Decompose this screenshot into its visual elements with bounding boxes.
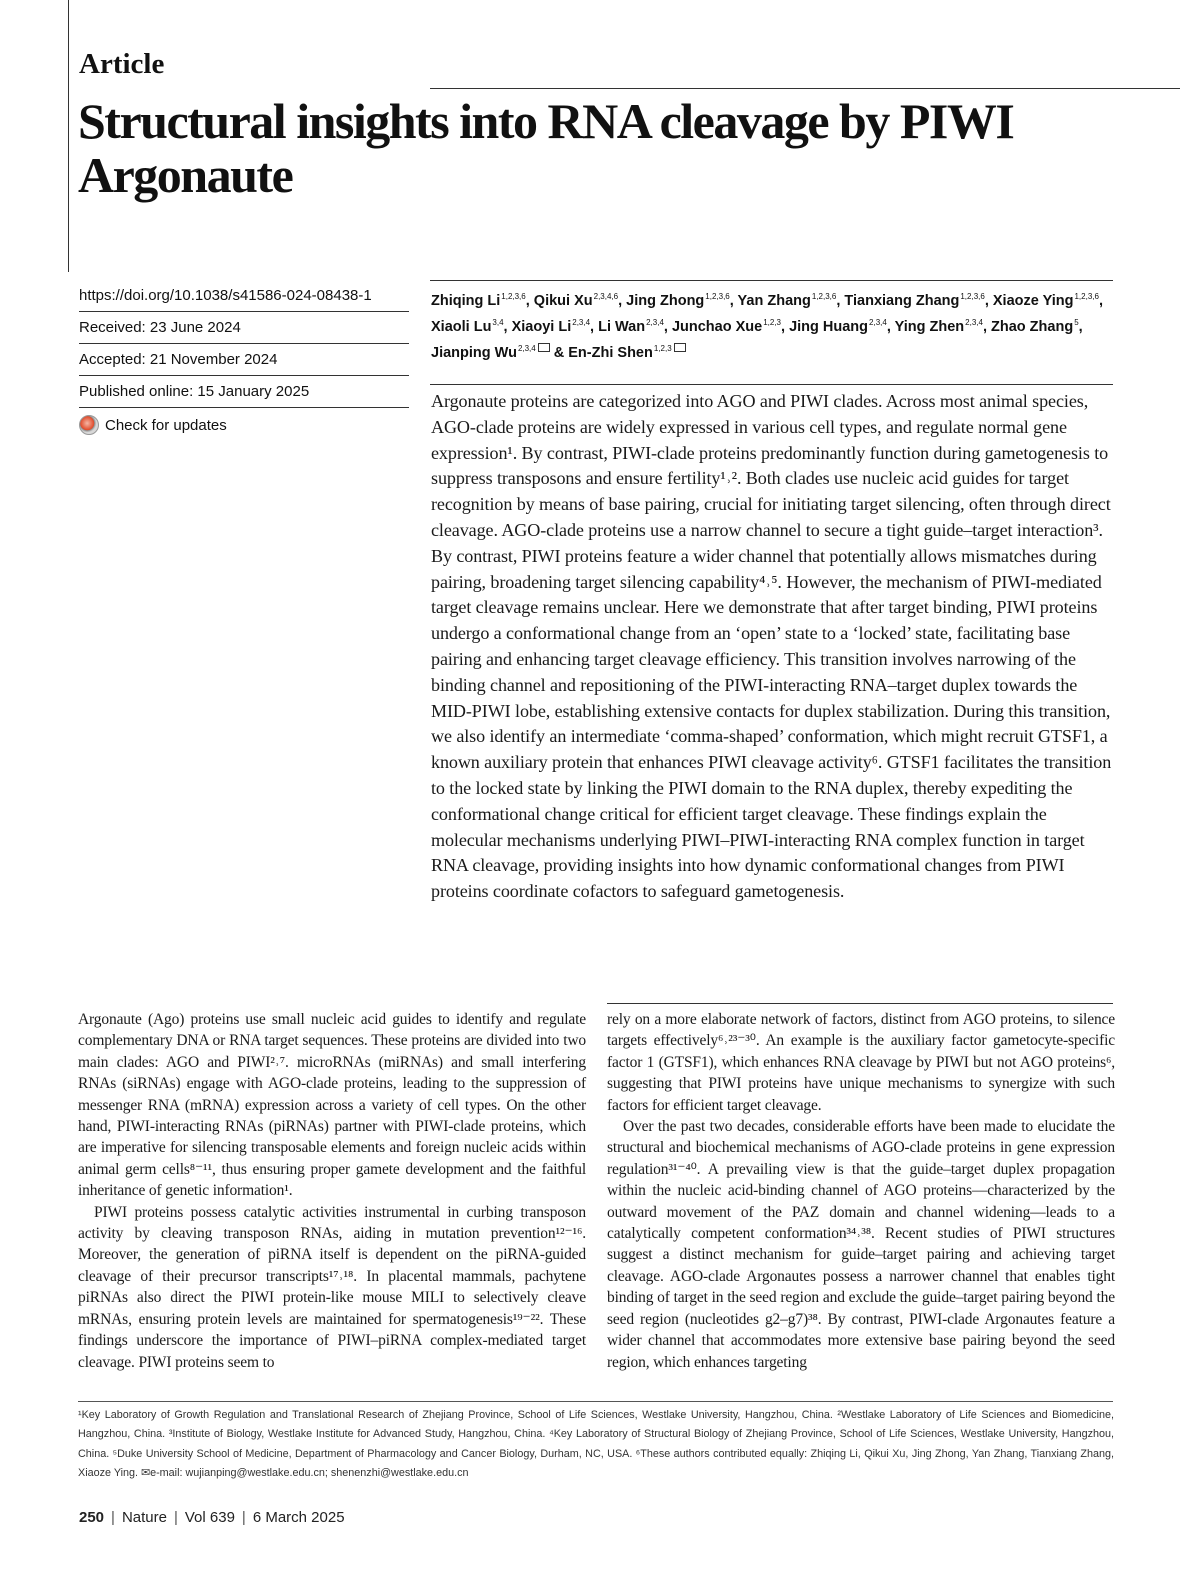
author-affiliation-marker: 2,3,4 [646, 318, 664, 327]
author-name: Xiaoli Lu [431, 319, 492, 335]
author-list: Zhiqing Li$^{1,2,3,6}$, Qikui Xu$^{2,3,4,6}$, Jing Zhong$^{1,2,3,6}$, Yan Zhang$^{1,2,3,6}$, Tianxiang Zhang$^{1,2,3,6}$, Xiaoze Ying$^{1,2,3,6}$, Xiaoli Lu$^{3,4}$, Xiaoyi Li$^{2,3,4}$, Li Wan$^{2,3,4}$, Junchao Xue$^{1,2,3}$, Jing Huang$^{2,3,4}$, Ying Zhen$^{2,3,4}$, Zhao Zhang$^5$, Jianping Wu$^{2,3,4}$ & En-Zhi Shen$^{1,2,3}$ [431, 292, 1103, 361]
body-column-right [607, 1009, 1115, 1373]
author-affiliation-marker: 2,3,4 [572, 318, 591, 327]
article-metadata [79, 286, 409, 435]
left-vertical-rule [68, 0, 69, 272]
author-affiliation-marker: 1,2,3,6 [501, 292, 526, 301]
author-name: Junchao Xue [671, 319, 763, 335]
page-number: 250 [79, 1509, 105, 1526]
author-name: Zhiqing Li [431, 293, 501, 309]
author-name: Zhao Zhang [991, 319, 1074, 335]
author-name: Xiaoze Ying [992, 293, 1074, 309]
published-date: Published online: 15 January 2025 [79, 376, 409, 408]
author-affiliation-marker: 5 [1074, 318, 1079, 327]
author-affiliation-marker: 2,3,4 [869, 318, 887, 327]
author-affiliation-marker: 1,2,3 [763, 318, 781, 327]
body-rule [607, 1003, 1113, 1004]
journal-name: Nature [121, 1509, 167, 1526]
article-title: Structural insights into RNA cleavage by PIWI Argonaute [78, 93, 1014, 203]
author-name: Jing Huang [789, 319, 869, 335]
body-column-left [78, 1009, 586, 1373]
doi-link[interactable]: https://doi.org/10.1038/s41586-024-08438-1 [79, 286, 409, 312]
author-affiliation-marker: 2,3,4,6 [593, 292, 619, 301]
email-icon[interactable] [674, 343, 686, 352]
affiliations-rule [78, 1401, 1113, 1402]
author-name: Yan Zhang [737, 293, 811, 309]
author-name: Xiaoyi Li [511, 319, 572, 335]
footer-separator: | [111, 1509, 115, 1526]
crossmark-icon [79, 415, 99, 435]
issue-date: 6 March 2025 [252, 1509, 345, 1526]
abstract-rule [430, 384, 1113, 385]
author-name: Ying Zhen [894, 319, 965, 335]
author-affiliation-marker: 3,4 [492, 318, 504, 327]
page-footer [79, 1509, 345, 1526]
accepted-date: Accepted: 21 November 2024 [79, 344, 409, 376]
body-paragraph: Argonaute (Ago) proteins use small nucleic acid guides to identify and regulate complementary DNA or RNA target sequences. These proteins are divided into two main clades: AGO and PIWI²˒⁷. microRNAs (miRNAs) and small interfering RNAs (siRNAs) engage with AGO-clade proteins, leading to the suppression of messenger RNA (mRNA) expression across a variety of cell types. On the other hand, PIWI-interacting RNAs (piRNAs) partner with PIWI-clade proteins, which are imperative for silencing transposable elements and foreign nucleic acids within animal germ cells⁸⁻¹¹, thus ensuring proper gamete development and the faithful inheritance of genetic information¹. [78, 1011, 586, 1200]
article-type: Article [79, 48, 165, 80]
author-affiliation-marker: 2,3,4 [965, 318, 983, 327]
footer-separator: | [241, 1509, 246, 1526]
author-name: Tianxiang Zhang [844, 293, 960, 309]
author-affiliation-marker: 1,2,3,6 [960, 292, 985, 301]
author-name: Qikui Xu [533, 293, 593, 309]
body-paragraph: rely on a more elaborate network of factors, distinct from AGO proteins, to silence targets effectively⁶˒²³⁻³⁰. An example is the auxiliary factor gametocyte-specific factor 1 (GTSF1), which enhances RNA cleavage by PIWI but not AGO proteins⁶, suggesting that PIWI proteins have unique mechanisms to synergize with such factors for efficient target cleavage. [607, 1011, 1115, 1114]
author-affiliation-marker: 1,2,3,6 [705, 292, 730, 301]
abstract: Argonaute proteins are categorized into AGO and PIWI clades. Across most animal species, AGO-clade proteins are widely expressed in various cell types, and regulate normal gene expression¹. By contrast, PIWI-clade proteins predominantly function during gametogenesis to suppress transposons and ensure fertility¹˒². Both clades use nucleic acid guides for target recognition by means of base pairing, crucial for initiating target silencing, often through direct cleavage. AGO-clade proteins use a narrow channel to secure a tight guide–target interaction³. By contrast, PIWI proteins feature a wider channel that potentially allows mismatches during pairing, broadening target silencing capability⁴˒⁵. However, the mechanism of PIWI-mediated target cleavage remains unclear. Here we demonstrate that after target binding, PIWI proteins undergo a conformational change from an ‘open’ state to a ‘locked’ state, facilitating base pairing and enhancing target cleavage efficiency. This transition involves narrowing of the binding channel and repositioning of the PIWI-interacting RNA–target duplex towards the MID-PIWI lobe, establishing extensive contacts for duplex stabilization. During this transition, we also identify an intermediate ‘comma-shaped’ conformation, which might recruit GTSF1, a known auxiliary protein that enhances PIWI cleavage activity⁶. GTSF1 facilitates the transition to the locked state by linking the PIWI domain to the RNA duplex, thereby expediting the conformational change critical for efficient target cleavage. These findings explain the molecular mechanisms underlying PIWI–PIWI-interacting RNA complex function in target RNA cleavage, providing insights into how dynamic conformational changes from PIWI proteins coordinate cofactors to safeguard gametogenesis. [431, 391, 1112, 902]
header-rule [430, 88, 1180, 89]
body-paragraph: PIWI proteins possess catalytic activities instrumental in curbing transposon activity by cleaving transposon RNAs, aiding in mutation prevention¹²⁻¹⁶. Moreover, the generation of piRNA itself is dependent on the piRNA-guided cleavage of their precursor transcripts¹⁷˒¹⁸. In placental mammals, pachytene piRNAs also direct the PIWI protein-like mouse MILI to selectively cleave mRNAs, ensuring protein levels are maintained for spermatogenesis¹⁹⁻²². These findings underscore the importance of PIWI–piRNA complex-mediated target cleavage. PIWI proteins seem to [78, 1203, 586, 1371]
author-name: Jianping Wu [431, 345, 517, 361]
author-affiliation-marker: 1,2,3,6 [1074, 292, 1099, 301]
received-date: Received: 23 June 2024 [79, 312, 409, 344]
body-paragraph: Over the past two decades, considerable efforts have been made to elucidate the structural and biochemical mechanisms of AGO-clade proteins in gene expression regulation³¹⁻⁴⁰. A prevailing view is that the guide–target duplex propagation within the nucleic acid-binding channel of AGO proteins—characterized by the outward movement of the PAZ domain and channel widening—leads to a catalytically competent conformation³⁴˒³⁸. Recent studies of PIWI structures suggest a distinct mechanism for guide–target pairing and achieving target cleavage. AGO-clade Argonautes possess a narrower channel that enables tight binding of target in the seed region and exclude the guide–target pairing beyond the seed region (nucleotides g2–g7)³⁸. By contrast, PIWI-clade Argonautes feature a wider channel that accommodates more extensive base pairing beyond the seed region, which enhances targeting [607, 1118, 1115, 1371]
author-name: Li Wan [598, 319, 646, 335]
authors-rule [430, 280, 1113, 281]
author-affiliation-marker: 1,2,3 [653, 344, 672, 353]
check-for-updates-button[interactable] [79, 408, 409, 435]
check-for-updates-label: Check for updates [105, 416, 227, 434]
footer-separator: | [173, 1509, 178, 1526]
volume: Vol 639 [184, 1509, 235, 1526]
affiliations: ¹Key Laboratory of Growth Regulation and Translational Research of Zhejiang Province, School of Life Sciences, Westlake University, Hangzhou, China. ²Westlake Laboratory of Life Sciences and Biomedicine, Hangzhou, China. ³Institute of Biology, Westlake Institute for Advanced Study, Hangzhou, China. ⁴Key Laboratory of Structural Biology of Zhejiang Province, School of Life Sciences, Westlake University, Hangzhou, China. ⁵Duke University School of Medicine, Department of Pharmacology and Cancer Biology, Durham, NC, USA. ⁶These authors contributed equally: Zhiqing Li, Qikui Xu, Jing Zhong, Yan Zhang, Tianxiang Zhang, Xiaoze Ying. ✉e-mail: wujianping@westlake.edu.cn; shenenzhi@westlake.edu.cn [78, 1409, 1114, 1480]
email-icon[interactable] [538, 343, 550, 352]
author-affiliation-marker: 1,2,3,6 [811, 292, 837, 301]
author-name: Jing Zhong [626, 293, 705, 309]
author-name: & En-Zhi Shen [553, 345, 653, 361]
author-affiliation-marker: 2,3,4 [517, 344, 536, 353]
